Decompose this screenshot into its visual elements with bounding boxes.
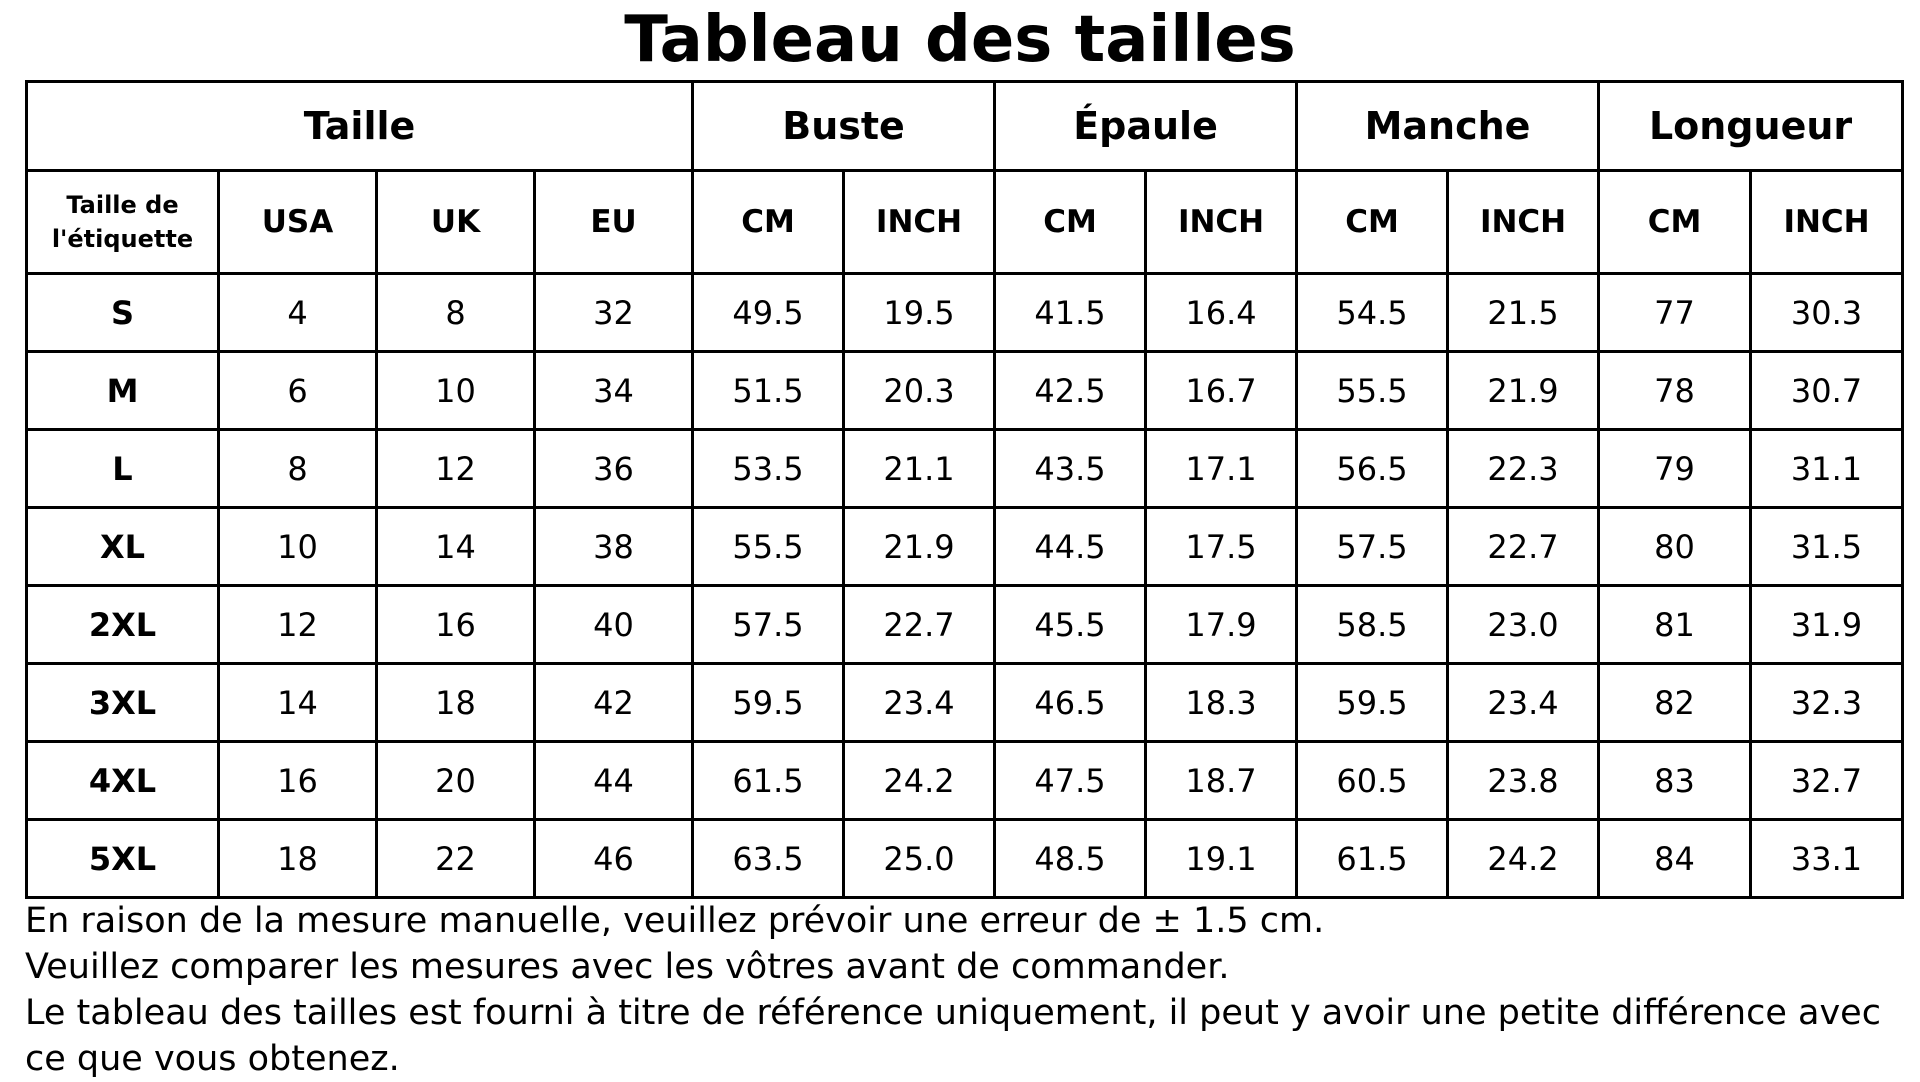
table-cell: 16.7	[1146, 352, 1297, 430]
size-label-cell: 2XL	[27, 586, 219, 664]
table-row	[27, 352, 1903, 430]
table-cell: 55.5	[693, 508, 844, 586]
table-cell: 81	[1599, 586, 1751, 664]
table-cell: 33.1	[1751, 820, 1903, 898]
table-cell: 23.8	[1448, 742, 1599, 820]
table-cell: 83	[1599, 742, 1751, 820]
table-cell: 47.5	[995, 742, 1146, 820]
table-cell: 22	[377, 820, 535, 898]
table-cell: 44.5	[995, 508, 1146, 586]
table-cell: 17.1	[1146, 430, 1297, 508]
table-cell: 18	[219, 820, 377, 898]
table-cell: 80	[1599, 508, 1751, 586]
table-cell: 45.5	[995, 586, 1146, 664]
table-cell: 48.5	[995, 820, 1146, 898]
table-cell: 10	[219, 508, 377, 586]
table-cell: 46.5	[995, 664, 1146, 742]
group-header-buste: Buste	[693, 82, 995, 171]
table-cell: 36	[535, 430, 693, 508]
table-cell: 51.5	[693, 352, 844, 430]
table-cell: 63.5	[693, 820, 844, 898]
table-cell: 41.5	[995, 274, 1146, 352]
table-cell: 6	[219, 352, 377, 430]
note-line: Le tableau des tailles est fourni à titre de référence uniquement, il peut y avoir une petite différence avec ce que vous obtenez.	[25, 993, 1881, 1079]
column-header: INCH	[844, 171, 995, 274]
table-cell: 82	[1599, 664, 1751, 742]
table-cell: 55.5	[1297, 352, 1448, 430]
table-cell: 21.9	[844, 508, 995, 586]
table-cell: 53.5	[693, 430, 844, 508]
table-cell: 24.2	[1448, 820, 1599, 898]
table-cell: 17.9	[1146, 586, 1297, 664]
page-title: Tableau des tailles	[624, 3, 1296, 77]
table-cell: 23.4	[844, 664, 995, 742]
table-cell: 10	[377, 352, 535, 430]
table-cell: 21.9	[1448, 352, 1599, 430]
table-body	[27, 274, 1903, 898]
table-cell: 22.7	[1448, 508, 1599, 586]
size-label-cell: S	[27, 274, 219, 352]
column-header: INCH	[1146, 171, 1297, 274]
table-cell: 56.5	[1297, 430, 1448, 508]
table-cell: 19.5	[844, 274, 995, 352]
table-cell: 77	[1599, 274, 1751, 352]
table-cell: 54.5	[1297, 274, 1448, 352]
table-row	[27, 508, 1903, 586]
label-column-header: Taille de l'étiquette	[27, 171, 219, 274]
table-cell: 58.5	[1297, 586, 1448, 664]
table-row	[27, 820, 1903, 898]
table-cell: 14	[377, 508, 535, 586]
table-cell: 31.1	[1751, 430, 1903, 508]
table-cell: 18.7	[1146, 742, 1297, 820]
table-cell: 12	[219, 586, 377, 664]
table-cell: 78	[1599, 352, 1751, 430]
table-row	[27, 430, 1903, 508]
size-label-cell: 5XL	[27, 820, 219, 898]
table-cell: 25.0	[844, 820, 995, 898]
column-header: INCH	[1751, 171, 1903, 274]
table-cell: 31.9	[1751, 586, 1903, 664]
table-cell: 34	[535, 352, 693, 430]
table-cell: 57.5	[1297, 508, 1448, 586]
table-cell: 12	[377, 430, 535, 508]
table-cell: 23.4	[1448, 664, 1599, 742]
table-cell: 20	[377, 742, 535, 820]
table-cell: 21.1	[844, 430, 995, 508]
table-cell: 60.5	[1297, 742, 1448, 820]
table-cell: 61.5	[1297, 820, 1448, 898]
table-cell: 18	[377, 664, 535, 742]
column-header: EU	[535, 171, 693, 274]
table-cell: 40	[535, 586, 693, 664]
table-row	[27, 664, 1903, 742]
table-cell: 46	[535, 820, 693, 898]
table-row	[27, 742, 1903, 820]
table-cell: 14	[219, 664, 377, 742]
column-header: INCH	[1448, 171, 1599, 274]
table-cell: 32.3	[1751, 664, 1903, 742]
notes	[25, 898, 1905, 1082]
table-cell: 16	[377, 586, 535, 664]
table-cell: 8	[377, 274, 535, 352]
table-cell: 44	[535, 742, 693, 820]
table-row	[27, 586, 1903, 664]
table-cell: 43.5	[995, 430, 1146, 508]
table-cell: 38	[535, 508, 693, 586]
group-header-epaule: Épaule	[995, 82, 1297, 171]
size-label-cell: L	[27, 430, 219, 508]
table-cell: 59.5	[693, 664, 844, 742]
table-row	[27, 274, 1903, 352]
table-cell: 30.3	[1751, 274, 1903, 352]
column-header: CM	[1599, 171, 1751, 274]
group-header-longueur: Longueur	[1599, 82, 1903, 171]
table-cell: 31.5	[1751, 508, 1903, 586]
table-cell: 4	[219, 274, 377, 352]
note-line: En raison de la mesure manuelle, veuillez prévoir une erreur de ± 1.5 cm.	[25, 901, 1325, 941]
table-cell: 42.5	[995, 352, 1146, 430]
group-header-taille: Taille	[27, 82, 693, 171]
table-cell: 23.0	[1448, 586, 1599, 664]
table-cell: 16.4	[1146, 274, 1297, 352]
size-label-cell: XL	[27, 508, 219, 586]
table-cell: 21.5	[1448, 274, 1599, 352]
table-cell: 42	[535, 664, 693, 742]
group-header-row	[27, 82, 1903, 171]
table-cell: 17.5	[1146, 508, 1297, 586]
table-cell: 84	[1599, 820, 1751, 898]
note-line: Veuillez comparer les mesures avec les vôtres avant de commander.	[25, 947, 1230, 987]
table-cell: 22.7	[844, 586, 995, 664]
table-cell: 8	[219, 430, 377, 508]
column-header: CM	[693, 171, 844, 274]
size-chart-table	[25, 80, 1904, 899]
table-cell: 16	[219, 742, 377, 820]
size-label-cell: 3XL	[27, 664, 219, 742]
group-header-manche: Manche	[1297, 82, 1599, 171]
column-header: USA	[219, 171, 377, 274]
size-label-cell: M	[27, 352, 219, 430]
table-cell: 20.3	[844, 352, 995, 430]
table-cell: 79	[1599, 430, 1751, 508]
table-cell: 32.7	[1751, 742, 1903, 820]
table-cell: 57.5	[693, 586, 844, 664]
table-cell: 49.5	[693, 274, 844, 352]
sub-header-row	[27, 171, 1903, 274]
size-label-cell: 4XL	[27, 742, 219, 820]
table-cell: 19.1	[1146, 820, 1297, 898]
column-header: CM	[1297, 171, 1448, 274]
table-cell: 30.7	[1751, 352, 1903, 430]
table-cell: 59.5	[1297, 664, 1448, 742]
table-cell: 32	[535, 274, 693, 352]
column-header: UK	[377, 171, 535, 274]
table-cell: 22.3	[1448, 430, 1599, 508]
column-header: CM	[995, 171, 1146, 274]
table-cell: 61.5	[693, 742, 844, 820]
table-cell: 18.3	[1146, 664, 1297, 742]
table-cell: 24.2	[844, 742, 995, 820]
